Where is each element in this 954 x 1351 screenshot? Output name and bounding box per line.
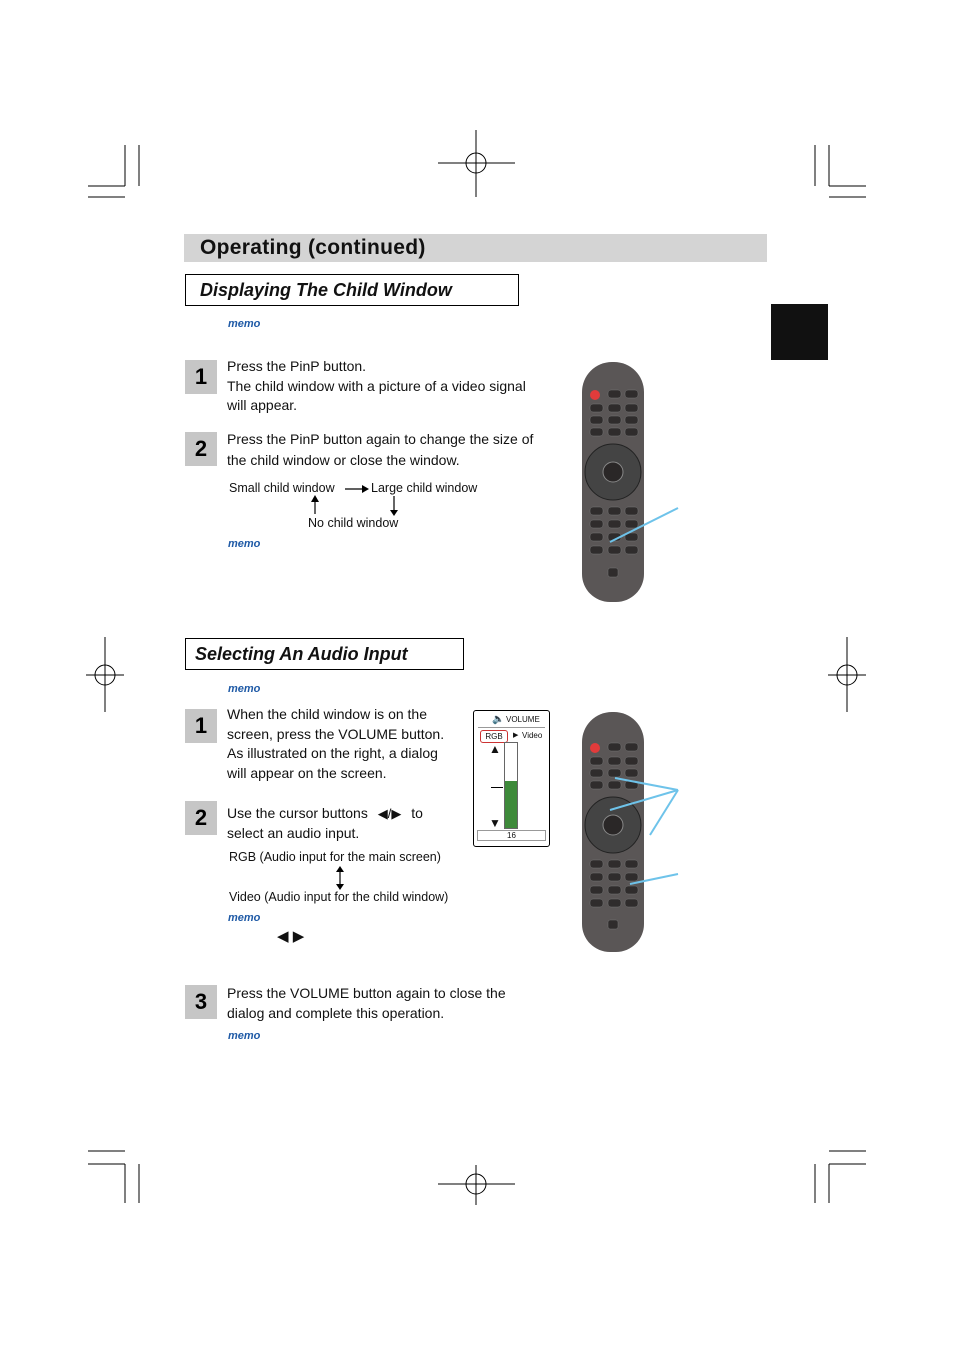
flow-no-window: No child window bbox=[308, 516, 399, 530]
flow-arrows bbox=[300, 482, 410, 518]
step-text bbox=[227, 357, 557, 416]
step-number: 1 bbox=[185, 360, 217, 394]
volume-dialog bbox=[473, 710, 550, 847]
step-line-part: to bbox=[411, 805, 423, 821]
callout-line bbox=[600, 500, 690, 550]
step-line: Press the PinP button. bbox=[227, 358, 367, 374]
step-number: 2 bbox=[185, 801, 217, 835]
step-number: 2 bbox=[185, 432, 217, 466]
step-text bbox=[227, 705, 467, 783]
memo-label: memo bbox=[228, 912, 261, 924]
memo-label: memo bbox=[228, 318, 261, 330]
step-line: dialog and complete this operation. bbox=[227, 1004, 445, 1021]
volume-level-text: 16 bbox=[507, 831, 516, 840]
memo-label: memo bbox=[228, 538, 261, 550]
remote-control-image bbox=[582, 362, 644, 602]
step-number: 3 bbox=[185, 985, 217, 1019]
section-title: Displaying The Child Window bbox=[200, 280, 452, 300]
step-number: 1 bbox=[185, 709, 217, 743]
flow-large-window: Large child window bbox=[371, 481, 478, 495]
cursor-left-right-icon: ◀/▶ bbox=[377, 806, 402, 821]
section-title: Selecting An Audio Input bbox=[195, 644, 408, 664]
callout-lines bbox=[590, 770, 690, 890]
step-line: Press the VOLUME button again to close the bbox=[227, 985, 506, 1001]
step-line: As illustrated on the right, a dialog bbox=[227, 745, 438, 761]
step-line: Press the PinP button again to change the size of bbox=[227, 431, 534, 447]
step-text bbox=[227, 804, 467, 843]
step-line-part: Use the cursor buttons bbox=[227, 805, 368, 821]
cursor-left-right-icon: ◀ ▶ bbox=[277, 928, 305, 945]
volume-tick bbox=[491, 787, 503, 788]
option-rgb: RGB (Audio input for the main screen) bbox=[229, 850, 441, 864]
memo-label: memo bbox=[228, 683, 261, 695]
flow-small-window: Small child window bbox=[229, 481, 335, 495]
step-line: The child window with a picture of a video signal bbox=[227, 377, 526, 394]
up-down-arrow-icon bbox=[334, 866, 346, 890]
step-text bbox=[227, 430, 557, 470]
step-line: will appear. bbox=[227, 397, 298, 413]
volume-up-icon: ▲ bbox=[489, 742, 501, 756]
language-tab bbox=[771, 304, 828, 360]
remote-control-graphic bbox=[582, 362, 644, 602]
section-title-box bbox=[185, 638, 464, 670]
speaker-icon: 🔈 bbox=[492, 714, 505, 725]
step-text bbox=[227, 984, 557, 1023]
source-child-label: Video bbox=[522, 731, 543, 740]
step-line: When the child window is on the bbox=[227, 706, 427, 722]
memo-label: memo bbox=[228, 1030, 261, 1042]
volume-level-box bbox=[477, 830, 546, 841]
volume-bar-fill bbox=[505, 781, 517, 828]
option-video: Video (Audio input for the child window) bbox=[229, 890, 449, 904]
divider bbox=[478, 727, 545, 728]
source-main-label: RGB bbox=[480, 730, 508, 743]
page-title: Operating (continued) bbox=[200, 236, 426, 259]
play-icon: ▶ bbox=[513, 732, 519, 739]
step-line: screen, press the VOLUME button. bbox=[227, 725, 445, 742]
step-line: will appear on the screen. bbox=[227, 764, 387, 781]
volume-bar-track bbox=[504, 742, 518, 829]
step-line: select an audio input. bbox=[227, 824, 360, 841]
section-title-box bbox=[185, 274, 519, 306]
step-line: the child window or close the window. bbox=[227, 451, 460, 468]
step-line bbox=[227, 804, 467, 824]
volume-label: VOLUME bbox=[506, 715, 540, 724]
volume-down-icon: ▼ bbox=[489, 816, 501, 830]
